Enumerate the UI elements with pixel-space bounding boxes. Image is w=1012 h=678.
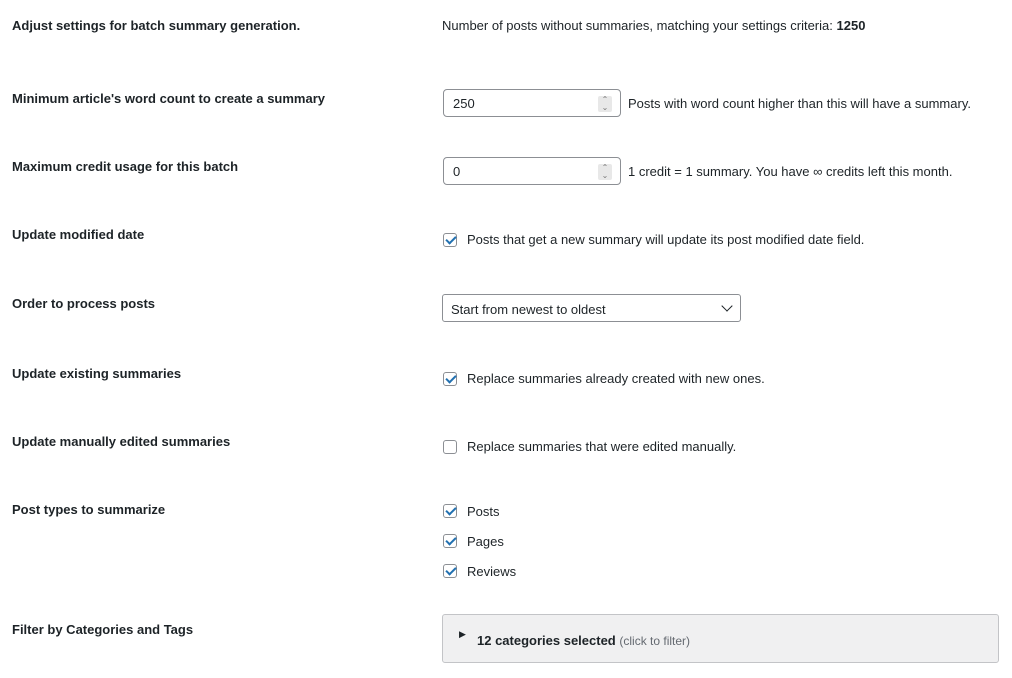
filter-disclosure[interactable] bbox=[442, 614, 999, 663]
existing-label: Update existing summaries bbox=[12, 366, 182, 381]
max-credit-label: Maximum credit usage for this batch bbox=[12, 159, 239, 174]
post-type-pages-label: Pages bbox=[467, 534, 504, 549]
order-label: Order to process posts bbox=[12, 296, 156, 311]
max-credit-desc: 1 credit = 1 summary. You have ∞ credits left this month. bbox=[628, 164, 953, 179]
modified-desc: Posts that get a new summary will update its post modified date field. bbox=[467, 232, 865, 247]
spinner-icon[interactable]: ⌃ ⌄ bbox=[598, 164, 612, 180]
post-type-reviews-checkbox[interactable] bbox=[443, 564, 457, 578]
existing-desc: Replace summaries already created with new ones. bbox=[467, 371, 765, 386]
min-words-desc: Posts with word count higher than this will have a summary. bbox=[628, 96, 971, 111]
spinner-icon[interactable]: ⌃ ⌄ bbox=[598, 96, 612, 112]
manual-desc: Replace summaries that were edited manually. bbox=[467, 439, 737, 454]
post-types-label: Post types to summarize bbox=[12, 502, 166, 517]
post-type-posts-checkbox[interactable] bbox=[443, 504, 457, 518]
manual-label: Update manually edited summaries bbox=[12, 434, 231, 449]
max-credit-value: 0 bbox=[453, 164, 461, 179]
min-words-input[interactable] bbox=[443, 89, 621, 117]
post-type-pages-checkbox[interactable] bbox=[443, 534, 457, 548]
modified-checkbox[interactable] bbox=[443, 233, 457, 247]
min-words-label: Minimum article's word count to create a summary bbox=[12, 91, 326, 106]
posts-count-text bbox=[442, 18, 865, 33]
batch-settings-heading: Adjust settings for batch summary generation. bbox=[12, 18, 301, 33]
order-select[interactable] bbox=[442, 294, 741, 322]
filter-label: Filter by Categories and Tags bbox=[12, 622, 194, 637]
min-words-value: 250 bbox=[453, 96, 475, 111]
filter-summary: 12 categories selected bbox=[477, 633, 616, 648]
posts-count-label: Number of posts without summaries, matching your settings criteria: bbox=[442, 18, 833, 33]
posts-count-value: 1250 bbox=[836, 18, 866, 33]
filter-hint: (click to filter) bbox=[619, 634, 691, 648]
modified-label: Update modified date bbox=[12, 227, 145, 242]
post-type-reviews-label: Reviews bbox=[467, 564, 517, 579]
triangle-right-icon: ▶ bbox=[459, 629, 466, 639]
chevron-down-icon bbox=[721, 300, 732, 311]
max-credit-input[interactable] bbox=[443, 157, 621, 185]
post-type-posts-label: Posts bbox=[467, 504, 500, 519]
manual-checkbox[interactable] bbox=[443, 440, 457, 454]
existing-checkbox[interactable] bbox=[443, 372, 457, 386]
order-selected: Start from newest to oldest bbox=[451, 302, 606, 317]
